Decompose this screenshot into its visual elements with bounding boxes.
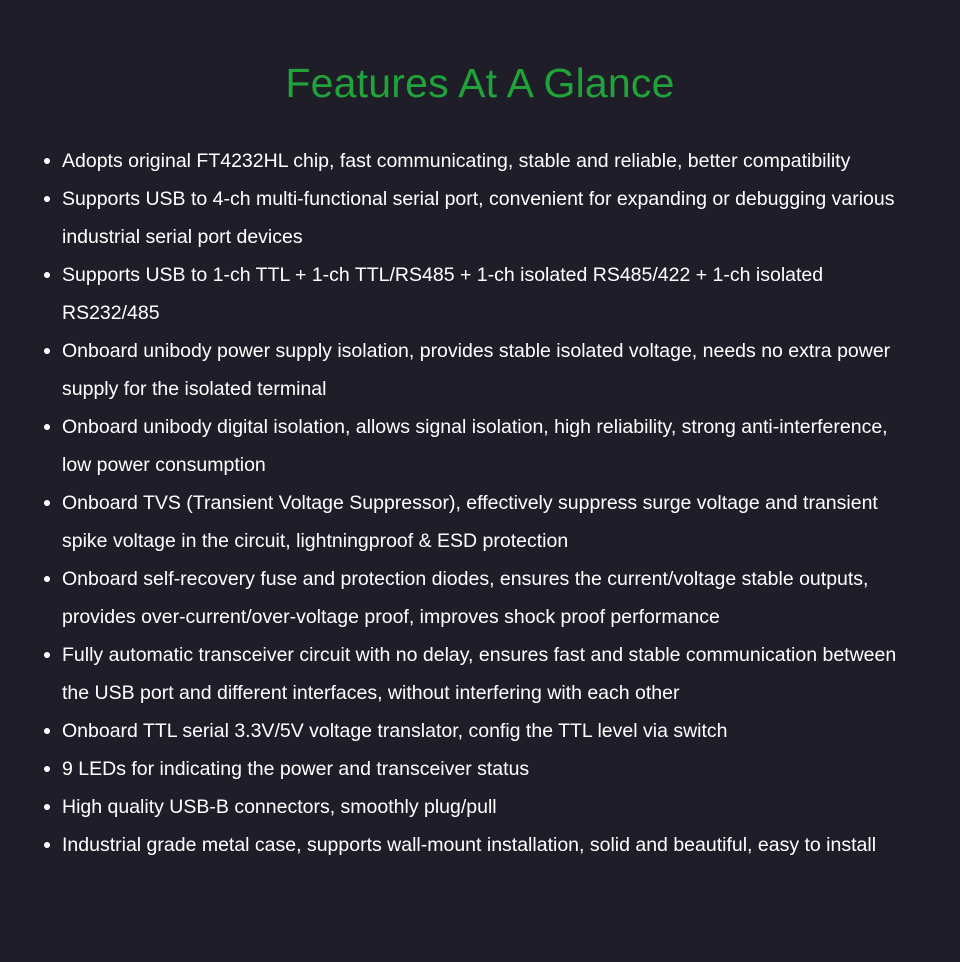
bullet-icon [44, 728, 50, 734]
feature-item [0, 408, 960, 484]
feature-text: Supports USB to 4-ch multi-functional serial port, convenient for expanding or debugging various industrial serial port devices [62, 188, 895, 248]
feature-item [0, 560, 960, 636]
bullet-icon [44, 196, 50, 202]
bullet-icon [44, 804, 50, 810]
feature-text: High quality USB-B connectors, smoothly plug/pull [62, 796, 497, 818]
feature-text: 9 LEDs for indicating the power and transceiver status [62, 758, 530, 780]
feature-item [0, 636, 960, 712]
bullet-icon [44, 652, 50, 658]
feature-item [0, 142, 960, 180]
bullet-icon [44, 348, 50, 354]
feature-text: Onboard TVS (Transient Voltage Suppressor), effectively suppress surge voltage and transient spike voltage in the circuit, lightningproof & ESD protection [62, 492, 878, 552]
feature-item [0, 180, 960, 256]
bullet-icon [44, 500, 50, 506]
feature-list [0, 142, 960, 864]
bullet-icon [44, 576, 50, 582]
feature-text: Industrial grade metal case, supports wall-mount installation, solid and beautiful, easy to install [62, 834, 877, 856]
feature-item [0, 826, 960, 864]
feature-item [0, 256, 960, 332]
feature-text: Supports USB to 1-ch TTL + 1-ch TTL/RS485 + 1-ch isolated RS485/422 + 1-ch isolated RS232/485 [62, 264, 824, 324]
bullet-icon [44, 766, 50, 772]
feature-text: Onboard self-recovery fuse and protection diodes, ensures the current/voltage stable outputs, provides over-current/over-voltage proof, improves shock proof performance [62, 568, 869, 628]
feature-text: Onboard TTL serial 3.3V/5V voltage translator, config the TTL level via switch [62, 720, 728, 742]
feature-item [0, 712, 960, 750]
feature-text: Fully automatic transceiver circuit with no delay, ensures fast and stable communication between the USB port and different interfaces, without interfering with each other [62, 644, 897, 704]
feature-item [0, 788, 960, 826]
feature-text: Onboard unibody power supply isolation, provides stable isolated voltage, needs no extra power supply for the isolated terminal [62, 340, 891, 400]
feature-item [0, 750, 960, 788]
bullet-icon [44, 842, 50, 848]
bullet-icon [44, 272, 50, 278]
feature-text: Adopts original FT4232HL chip, fast communicating, stable and reliable, better compatibility [62, 150, 851, 172]
bullet-icon [44, 424, 50, 430]
feature-text: Onboard unibody digital isolation, allows signal isolation, high reliability, strong anti-interference, low power consumption [62, 416, 888, 476]
feature-item [0, 332, 960, 408]
bullet-icon [44, 158, 50, 164]
page-title: Features At A Glance [285, 60, 675, 106]
feature-item [0, 484, 960, 560]
